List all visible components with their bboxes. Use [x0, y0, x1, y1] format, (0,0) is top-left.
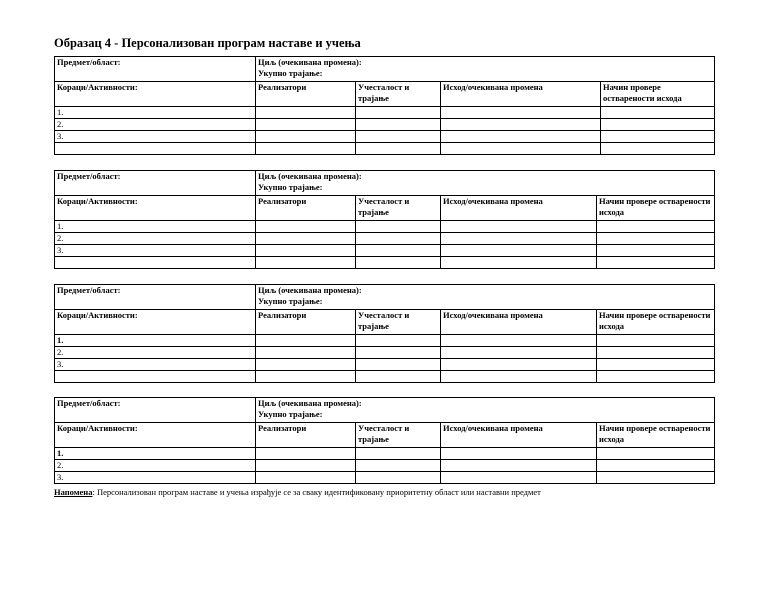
table-row [55, 221, 715, 233]
column-header-row [55, 196, 715, 221]
goal-label: Циљ (очекивана промена): [258, 398, 362, 408]
goal-cell[interactable] [256, 171, 715, 196]
col-frequency-header: Учесталост и трајање [356, 310, 441, 335]
row-number[interactable]: 2. [55, 347, 256, 359]
goal-cell[interactable] [256, 398, 715, 423]
col-steps-header: Кораци/Активности: [55, 310, 256, 335]
col-verification-header: Начин провере остварености исхода [597, 196, 715, 221]
table-row [55, 359, 715, 371]
page-title: Образац 4 - Персонализован програм наставе и учења [54, 36, 361, 50]
goal-label: Циљ (очекивана промена): [258, 285, 362, 295]
table-row [55, 119, 715, 131]
table-row [55, 107, 715, 119]
col-outcome-header: Исход/очекивана промена [441, 82, 601, 107]
table-row [55, 371, 715, 383]
row-number[interactable]: 1. [55, 221, 256, 233]
plan-table-4 [54, 397, 715, 484]
duration-label: Укупно трајање: [258, 182, 323, 192]
duration-label: Укупно трајање: [258, 68, 323, 78]
row-number[interactable]: 3. [55, 472, 256, 484]
row-number[interactable]: 1. [55, 107, 256, 119]
column-header-row [55, 423, 715, 448]
col-frequency-header: Учесталост и трајање [356, 196, 441, 221]
table-row [55, 347, 715, 359]
col-outcome-header: Исход/очекивана промена [441, 196, 597, 221]
duration-label: Укупно трајање: [258, 296, 323, 306]
col-implementers-header: Реализатори [256, 423, 356, 448]
row-number[interactable]: 3. [55, 131, 256, 143]
header-row-subject-goal [55, 171, 715, 196]
row-number[interactable]: 2. [55, 460, 256, 472]
table-row [55, 448, 715, 460]
table-row [55, 257, 715, 269]
table-row [55, 245, 715, 257]
subject-cell[interactable]: Предмет/област: [55, 57, 256, 82]
footnote [54, 487, 541, 497]
col-frequency-header: Учесталост и трајање [356, 423, 441, 448]
goal-cell[interactable] [256, 285, 715, 310]
row-number[interactable]: 1. [55, 335, 256, 347]
col-implementers-header: Реализатори [256, 196, 356, 221]
plan-table-1 [54, 56, 715, 155]
goal-cell[interactable] [256, 57, 715, 82]
col-verification-header: Начин провере остварености исхода [601, 82, 715, 107]
col-verification-header: Начин провере остварености исхода [597, 423, 715, 448]
header-row-subject-goal [55, 57, 715, 82]
footnote-label: Напомена [54, 487, 93, 497]
goal-label: Циљ (очекивана промена): [258, 171, 362, 181]
subject-cell[interactable]: Предмет/област: [55, 398, 256, 423]
col-outcome-header: Исход/очекивана промена [441, 310, 597, 335]
col-frequency-header: Учесталост и трајање [356, 82, 441, 107]
col-implementers-header: Реализатори [256, 82, 356, 107]
table-row [55, 233, 715, 245]
row-number[interactable]: 2. [55, 233, 256, 245]
duration-label: Укупно трајање: [258, 409, 323, 419]
row-number[interactable]: 3. [55, 359, 256, 371]
row-number[interactable]: 1. [55, 448, 256, 460]
subject-cell[interactable]: Предмет/област: [55, 171, 256, 196]
col-outcome-header: Исход/очекивана промена [441, 423, 597, 448]
table-row [55, 143, 715, 155]
column-header-row [55, 82, 715, 107]
col-steps-header: Кораци/Активности: [55, 82, 256, 107]
header-row-subject-goal [55, 398, 715, 423]
col-verification-header: Начин провере остварености исхода [597, 310, 715, 335]
col-implementers-header: Реализатори [256, 310, 356, 335]
table-row [55, 460, 715, 472]
column-header-row [55, 310, 715, 335]
row-number[interactable]: 2. [55, 119, 256, 131]
col-steps-header: Кораци/Активности: [55, 196, 256, 221]
plan-table-2 [54, 170, 715, 269]
plan-table-3 [54, 284, 715, 383]
row-number[interactable]: 3. [55, 245, 256, 257]
table-row [55, 335, 715, 347]
col-steps-header: Кораци/Активности: [55, 423, 256, 448]
table-row [55, 472, 715, 484]
goal-label: Циљ (очекивана промена): [258, 57, 362, 67]
header-row-subject-goal [55, 285, 715, 310]
subject-cell[interactable]: Предмет/област: [55, 285, 256, 310]
footnote-text: : Персонализован програм наставе и учења израђује се за сваку идентификовану приоритетну област или наставни предмет [92, 487, 541, 497]
table-row [55, 131, 715, 143]
